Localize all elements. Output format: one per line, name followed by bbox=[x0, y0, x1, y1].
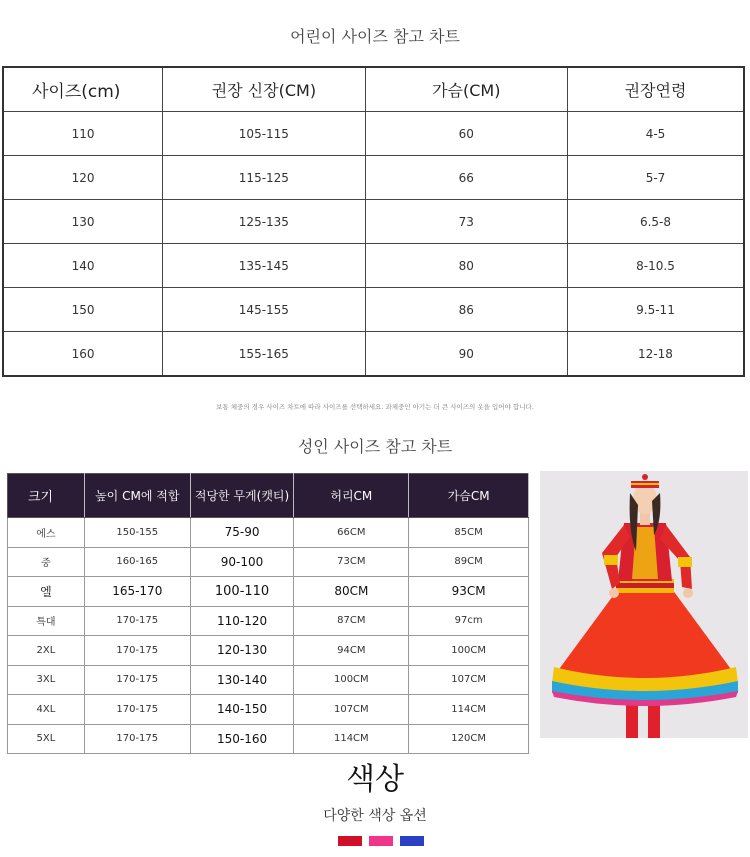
kids-cell-height: 145-155 bbox=[163, 288, 365, 332]
adult-header-height: 높이 CM에 적합 bbox=[84, 474, 190, 518]
adult-cell-weight: 150-160 bbox=[190, 724, 294, 754]
adult-cell-chest: 89CM bbox=[409, 547, 529, 577]
adult-cell-size: 4XL bbox=[8, 695, 85, 725]
adult-table-row bbox=[8, 665, 529, 695]
adult-cell-size: 3XL bbox=[8, 665, 85, 695]
kids-cell-chest: 90 bbox=[365, 332, 567, 377]
kids-header-height: 권장 신장(CM) bbox=[163, 67, 365, 112]
adult-cell-waist: 87CM bbox=[294, 606, 409, 636]
adult-header-waist: 허리CM bbox=[294, 474, 409, 518]
color-swatches bbox=[338, 836, 424, 846]
colors-title: 색상 bbox=[346, 762, 404, 797]
kids-chart-title: 어린이 사이즈 참고 차트 bbox=[290, 27, 460, 46]
kids-cell-height: 135-145 bbox=[163, 244, 365, 288]
adult-cell-waist: 73CM bbox=[294, 547, 409, 577]
adult-cell-size: 특대 bbox=[8, 606, 85, 636]
product-photo bbox=[540, 471, 748, 738]
kids-cell-height: 125-135 bbox=[163, 200, 365, 244]
kids-cell-size: 160 bbox=[3, 332, 163, 377]
adult-table-row bbox=[8, 547, 529, 577]
adult-cell-weight: 130-140 bbox=[190, 665, 294, 695]
adult-cell-height: 170-175 bbox=[84, 636, 190, 666]
adult-cell-size: 2XL bbox=[8, 636, 85, 666]
kids-cell-chest: 60 bbox=[365, 112, 567, 156]
kids-cell-size: 140 bbox=[3, 244, 163, 288]
adult-cell-height: 170-175 bbox=[84, 724, 190, 754]
adult-cell-waist: 100CM bbox=[294, 665, 409, 695]
kids-table-row bbox=[3, 244, 744, 288]
adult-cell-weight: 120-130 bbox=[190, 636, 294, 666]
kids-table-row bbox=[3, 156, 744, 200]
adult-cell-size: 5XL bbox=[8, 724, 85, 754]
adult-cell-height: 150-155 bbox=[84, 518, 190, 548]
kids-cell-age: 5-7 bbox=[567, 156, 744, 200]
kids-header-row bbox=[3, 67, 744, 112]
adult-cell-waist: 114CM bbox=[294, 724, 409, 754]
kids-cell-chest: 66 bbox=[365, 156, 567, 200]
adult-header-chest: 가슴CM bbox=[409, 474, 529, 518]
adult-cell-waist: 66CM bbox=[294, 518, 409, 548]
size-note: 보통 체중의 경우 사이즈 차트에 따라 사이즈를 선택하세요. 과체중인 아기는 더 큰 사이즈의 옷을 입어야 합니다. bbox=[216, 403, 534, 411]
adult-cell-height: 170-175 bbox=[84, 606, 190, 636]
adult-cell-chest: 100CM bbox=[409, 636, 529, 666]
kids-table-row bbox=[3, 112, 744, 156]
kids-cell-chest: 73 bbox=[365, 200, 567, 244]
kids-header-age: 권장연령 bbox=[567, 67, 744, 112]
adult-cell-height: 160-165 bbox=[84, 547, 190, 577]
kids-cell-age: 8-10.5 bbox=[567, 244, 744, 288]
adult-cell-height: 170-175 bbox=[84, 665, 190, 695]
kids-cell-size: 110 bbox=[3, 112, 163, 156]
adult-cell-chest: 114CM bbox=[409, 695, 529, 725]
kids-header-chest: 가슴(CM) bbox=[365, 67, 567, 112]
adult-cell-weight: 75-90 bbox=[190, 518, 294, 548]
adult-cell-chest: 107CM bbox=[409, 665, 529, 695]
adult-cell-height: 170-175 bbox=[84, 695, 190, 725]
adult-cell-weight: 100-110 bbox=[190, 577, 294, 607]
adult-cell-chest: 120CM bbox=[409, 724, 529, 754]
adult-cell-chest: 97cm bbox=[409, 606, 529, 636]
adult-cell-weight: 110-120 bbox=[190, 606, 294, 636]
adult-cell-size: 엘 bbox=[8, 577, 85, 607]
kids-cell-age: 4-5 bbox=[567, 112, 744, 156]
adult-cell-waist: 107CM bbox=[294, 695, 409, 725]
kids-cell-size: 130 bbox=[3, 200, 163, 244]
adult-cell-chest: 85CM bbox=[409, 518, 529, 548]
adult-size-table bbox=[7, 473, 529, 754]
kids-table-row bbox=[3, 288, 744, 332]
kids-cell-size: 120 bbox=[3, 156, 163, 200]
kids-cell-height: 115-125 bbox=[163, 156, 365, 200]
adult-cell-waist: 94CM bbox=[294, 636, 409, 666]
kids-cell-chest: 86 bbox=[365, 288, 567, 332]
adult-cell-waist: 80CM bbox=[294, 577, 409, 607]
kids-cell-size: 150 bbox=[3, 288, 163, 332]
adult-header-row bbox=[8, 474, 529, 518]
kids-cell-height: 155-165 bbox=[163, 332, 365, 377]
adult-table-row bbox=[8, 695, 529, 725]
kids-size-table bbox=[2, 66, 745, 377]
kids-cell-age: 12-18 bbox=[567, 332, 744, 377]
color-swatch-pink[interactable] bbox=[369, 836, 393, 846]
adult-table-row bbox=[8, 577, 529, 607]
adult-cell-weight: 90-100 bbox=[190, 547, 294, 577]
adult-cell-size: 중 bbox=[8, 547, 85, 577]
adult-header-weight: 적당한 무게(캣티) bbox=[190, 474, 294, 518]
adult-header-size: 크기 bbox=[8, 474, 85, 518]
kids-header-size: 사이즈(cm) bbox=[3, 67, 163, 112]
adult-chart-title: 성인 사이즈 참고 차트 bbox=[297, 437, 453, 456]
adult-cell-size: 에스 bbox=[8, 518, 85, 548]
kids-table-row bbox=[3, 332, 744, 377]
adult-table-row bbox=[8, 636, 529, 666]
kids-cell-height: 105-115 bbox=[163, 112, 365, 156]
colors-subtitle: 다양한 색상 옵션 bbox=[323, 808, 427, 824]
adult-cell-chest: 93CM bbox=[409, 577, 529, 607]
kids-table-row bbox=[3, 200, 744, 244]
adult-table-row bbox=[8, 724, 529, 754]
color-swatch-blue[interactable] bbox=[400, 836, 424, 846]
color-swatch-red[interactable] bbox=[338, 836, 362, 846]
kids-cell-age: 9.5-11 bbox=[567, 288, 744, 332]
adult-cell-height: 165-170 bbox=[84, 577, 190, 607]
adult-cell-weight: 140-150 bbox=[190, 695, 294, 725]
kids-cell-age: 6.5-8 bbox=[567, 200, 744, 244]
adult-table-row bbox=[8, 518, 529, 548]
kids-cell-chest: 80 bbox=[365, 244, 567, 288]
adult-table-row bbox=[8, 606, 529, 636]
